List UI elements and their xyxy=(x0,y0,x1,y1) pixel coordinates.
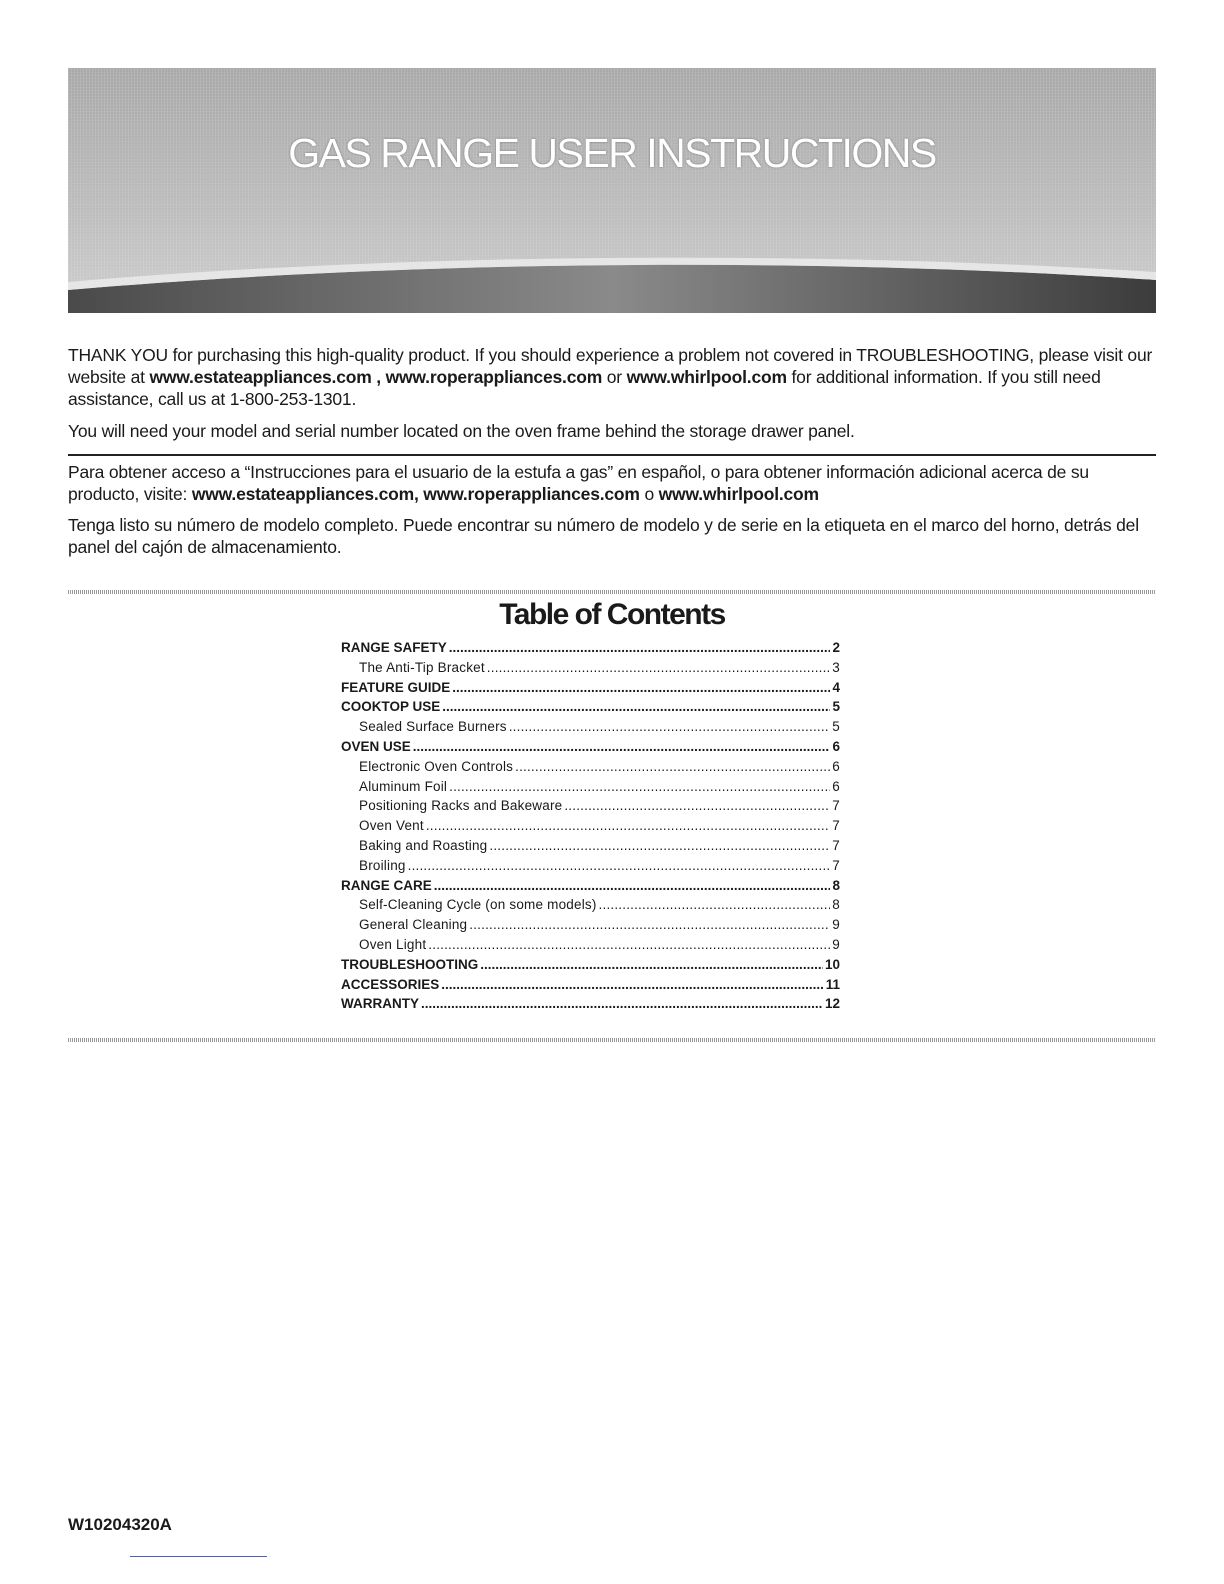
toc-leader-dots xyxy=(469,915,830,935)
toc-entry[interactable] xyxy=(341,955,840,975)
toc-entry-label: Aluminum Foil xyxy=(359,778,448,794)
toc-entry[interactable] xyxy=(341,697,840,717)
toc-entry-label: RANGE SAFETY xyxy=(341,640,447,655)
toc-entry-label: Oven Vent xyxy=(359,818,424,834)
toc-entry-label: RANGE CARE xyxy=(341,877,432,893)
toc-leader-dots xyxy=(434,876,831,896)
intro-paragraph-english xyxy=(68,344,1156,410)
toc-entry[interactable] xyxy=(341,638,840,658)
intro-text-spanish: o xyxy=(639,484,659,504)
toc-entry-label: Positioning Racks and Bakeware xyxy=(359,798,563,814)
toc-entry-page: 8 xyxy=(832,897,840,913)
toc-entry-label: General Cleaning xyxy=(359,917,468,933)
toc-entry[interactable] xyxy=(341,935,840,955)
toc-entry-label: WARRANTY xyxy=(341,996,419,1012)
table-of-contents xyxy=(341,638,840,1014)
model-serial-note-spanish xyxy=(68,514,1156,558)
section-divider xyxy=(68,454,1156,456)
toc-entry-page: 4 xyxy=(832,679,840,695)
toc-entry[interactable] xyxy=(341,658,840,678)
intro-text: THANK YOU for purchasing this high-quality product. If you should experience a problem not covered in TROUBLESHOOTING, please visit our website at xyxy=(68,345,1153,387)
toc-leader-dots xyxy=(489,836,830,856)
toc-entry-page: 9 xyxy=(832,917,840,933)
toc-leader-dots xyxy=(449,777,830,797)
toc-leader-dots xyxy=(413,737,831,757)
toc-leader-dots xyxy=(428,935,830,955)
toc-entry-page: 3 xyxy=(832,659,840,675)
toc-entry-page: 6 xyxy=(832,778,840,794)
toc-entry-label: COOKTOP USE xyxy=(341,699,441,715)
document-number: W10204320A xyxy=(68,1515,172,1534)
model-serial-text-spanish: Tenga listo su número de modelo completo. Puede encontrar su número de modelo y de serie en la etiqueta en el marco del horno, detrás del panel del cajón de almacenamiento. xyxy=(68,515,1139,557)
toc-leader-dots xyxy=(487,658,830,678)
toc-leader-dots xyxy=(509,717,831,737)
toc-entry[interactable] xyxy=(341,915,840,935)
toc-top-divider xyxy=(68,590,1156,594)
toc-entry-page: 5 xyxy=(832,719,840,735)
estate-website-link[interactable]: www.estateappliances.com , xyxy=(149,367,386,387)
toc-entry[interactable] xyxy=(341,796,840,816)
toc-leader-dots xyxy=(426,816,830,836)
roper-website-link[interactable]: www.roperappliances.com xyxy=(385,367,603,387)
spanish-websites-link[interactable]: www.estateappliances.com, www.roperappliances.com xyxy=(191,484,640,504)
toc-entry-label: The Anti-Tip Bracket xyxy=(359,659,485,675)
toc-entry[interactable] xyxy=(341,994,840,1014)
toc-entry-page: 6 xyxy=(832,758,840,774)
model-serial-text: You will need your model and serial number located on the oven frame behind the storage drawer panel. xyxy=(68,421,855,441)
toc-entry-page: 8 xyxy=(832,877,840,893)
toc-entry-label: TROUBLESHOOTING xyxy=(341,956,479,972)
toc-entry[interactable] xyxy=(341,717,840,737)
toc-entry-label: Self-Cleaning Cycle (on some models) xyxy=(359,897,597,913)
intro-text: for additional information. If you still need assistance, call us at 1-800-253-1301. xyxy=(68,367,1101,409)
toc-entry-page: 7 xyxy=(832,837,840,853)
toc-entry[interactable] xyxy=(341,836,840,856)
toc-entry-label: Sealed Surface Burners xyxy=(359,719,507,735)
toc-leader-dots xyxy=(408,856,831,876)
toc-entry-page: 11 xyxy=(825,976,840,992)
toc-entry-page: 10 xyxy=(824,956,840,972)
toc-entry[interactable] xyxy=(341,816,840,836)
toc-leader-dots xyxy=(442,697,830,717)
toc-entry-label: Electronic Oven Controls xyxy=(359,758,514,774)
bottom-rule xyxy=(130,1556,267,1557)
toc-leader-dots xyxy=(515,757,830,777)
toc-entry-page: 5 xyxy=(832,699,840,715)
toc-entry-label: OVEN USE xyxy=(341,738,411,754)
toc-entry-label: Baking and Roasting xyxy=(359,837,488,853)
toc-leader-dots xyxy=(599,895,831,915)
toc-entry-page: 7 xyxy=(832,818,840,834)
toc-entry-page: 2 xyxy=(832,640,840,655)
toc-entry-label: FEATURE GUIDE xyxy=(341,679,451,695)
toc-entry-page: 7 xyxy=(832,798,840,814)
toc-entry[interactable] xyxy=(341,975,840,995)
toc-entry[interactable] xyxy=(341,678,840,698)
toc-bottom-divider xyxy=(68,1038,1156,1042)
toc-entry-page: 9 xyxy=(832,936,840,952)
toc-leader-dots xyxy=(480,955,823,975)
toc-entry-page: 7 xyxy=(832,857,840,873)
document-title: GAS RANGE USER INSTRUCTIONS xyxy=(288,130,936,176)
toc-title: Table of Contents xyxy=(499,598,725,631)
toc-entry[interactable] xyxy=(341,737,840,757)
toc-leader-dots xyxy=(421,994,823,1014)
toc-entry-label: ACCESSORIES xyxy=(341,976,440,992)
spanish-whirlpool-link[interactable]: www.whirlpool.com xyxy=(658,484,819,504)
toc-entry-page: 12 xyxy=(824,996,840,1012)
toc-entry[interactable] xyxy=(341,895,840,915)
toc-leader-dots xyxy=(564,796,830,816)
toc-entry-label: Broiling xyxy=(359,857,406,873)
toc-leader-dots xyxy=(441,975,823,995)
toc-entry[interactable] xyxy=(341,876,840,896)
toc-entry[interactable] xyxy=(341,856,840,876)
toc-entry-label: Oven Light xyxy=(359,936,427,952)
intro-text: or xyxy=(602,367,627,387)
intro-text-spanish: Para obtener acceso a “Instrucciones para el usuario de la estufa a gas” en español, o para obtener información adicional acerca de su producto, visite: xyxy=(68,462,1089,504)
whirlpool-website-link[interactable]: www.whirlpool.com xyxy=(626,367,787,387)
model-serial-note xyxy=(68,420,1156,442)
toc-entry[interactable] xyxy=(341,777,840,797)
intro-paragraph-spanish xyxy=(68,461,1156,505)
toc-entry-page: 6 xyxy=(832,738,840,754)
toc-entry[interactable] xyxy=(341,757,840,777)
banner-swoosh-graphic xyxy=(68,68,1156,313)
toc-leader-dots xyxy=(449,638,831,658)
title-banner xyxy=(68,68,1156,313)
toc-leader-dots xyxy=(452,678,830,698)
